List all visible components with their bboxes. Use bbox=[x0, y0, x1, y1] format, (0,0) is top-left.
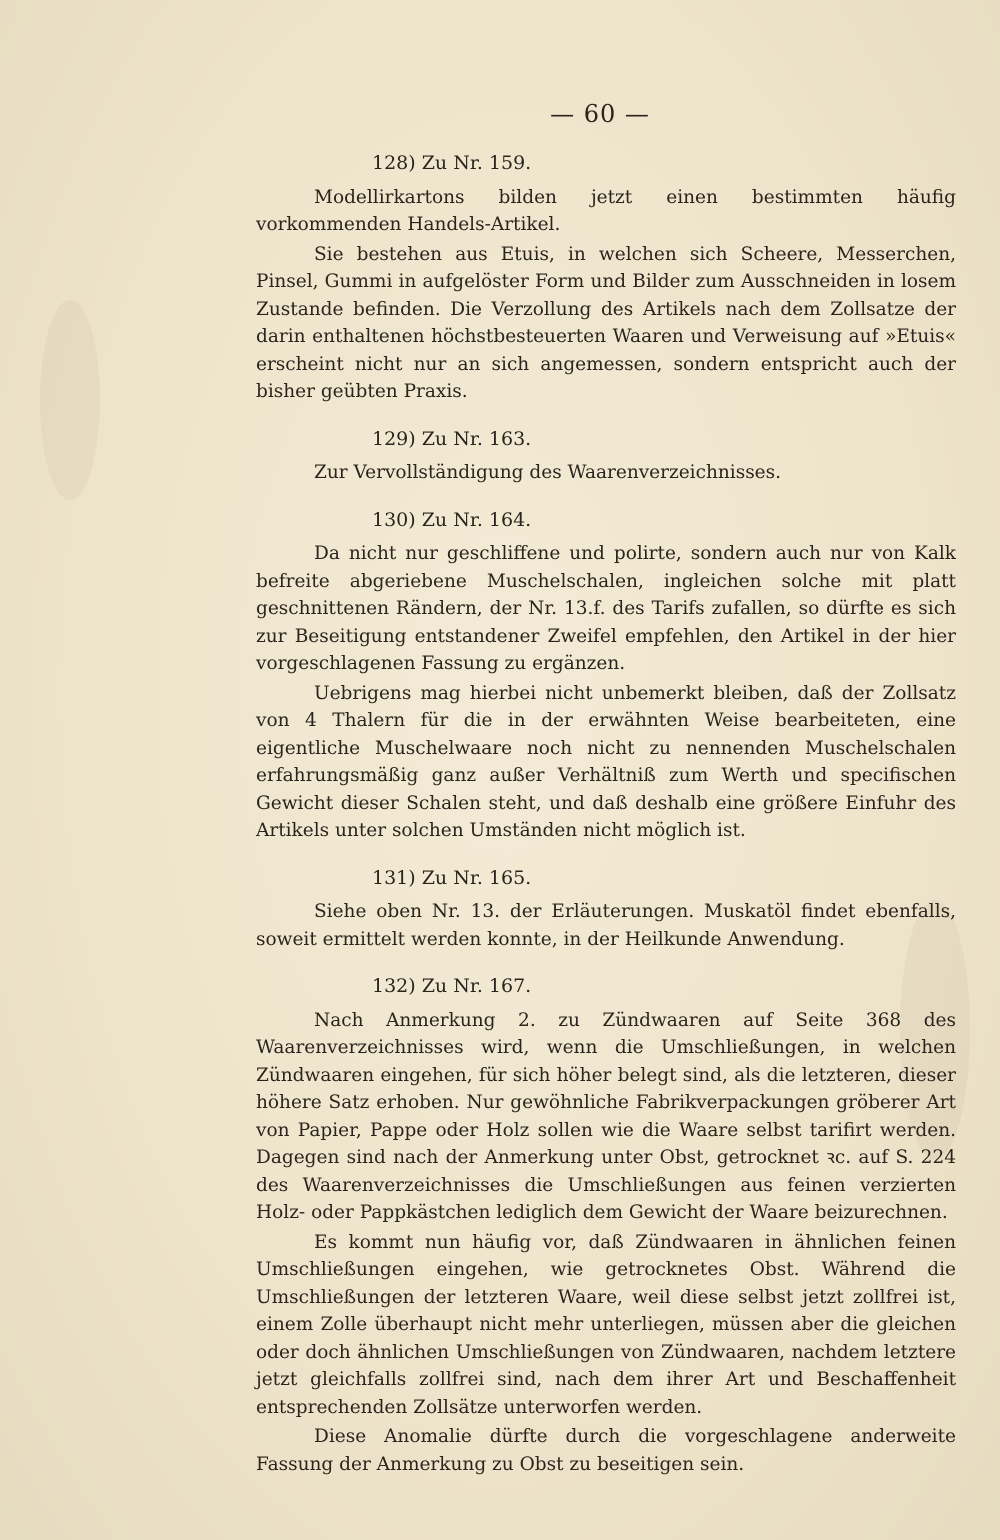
section-128 bbox=[256, 150, 956, 406]
page-body bbox=[256, 150, 956, 1496]
paragraph: Diese Anomalie dürfte durch die vorgeschlagene anderweite Fassung der Anmerkung zu Obst zu beseitigen sein. bbox=[256, 1426, 956, 1475]
section-129 bbox=[256, 426, 956, 487]
paragraph: Da nicht nur geschliffene und polirte, sondern auch nur von Kalk befreite abgeriebene Muschelschalen, ingleichen solche mit platt geschnittenen Rändern, der Nr. 13.f. des Tarifs zufallen, so dürfte es sich zur Beseitigung entstandener Zweifel empfehlen, den Artikel in der hier vorgeschlagenen Fassung zu ergänzen. bbox=[256, 543, 956, 674]
paragraph: Zur Vervollständigung des Waarenverzeichnisses. bbox=[314, 462, 782, 483]
paragraph: Modellirkartons bilden jetzt einen bestimmten häufig vorkommenden Handels-Artikel. bbox=[256, 186, 956, 235]
section-heading: 129) Zu Nr. 163. bbox=[372, 427, 532, 450]
section-131 bbox=[256, 865, 956, 954]
section-130 bbox=[256, 507, 956, 845]
paragraph: Sie bestehen aus Etuis, in welchen sich Scheere, Messerchen, Pinsel, Gummi in aufgelöster Form und Bilder zum Ausschneiden in losem Zustande befinden. Die Verzollung des Artikels nach dem Zollsatze der darin enthaltenen höchstbesteuerten Waaren und Verweisung auf »Etuis« erscheint nicht nur an sich angemessen, sondern entspricht auch der bisher geübten Praxis. bbox=[256, 243, 956, 402]
paragraph: Nach Anmerkung 2. zu Zündwaaren auf Seite 368 des Waarenverzeichnisses wird, wenn die Umschließungen, in welchen Zündwaaren eingehen, für sich höher belegt sind, als die letzteren, dieser höhere Satz erhoben. Nur gewöhnliche Fabrikverpackungen gröberer Art von Papier, Pappe oder Holz sollen wie die Waare selbst tarifirt werden. Dagegen sind nach der Anmerkung unter Obst, getrocknet ꝛc. auf S. 224 des Waarenverzeichnisses die Umschließungen aus feinen verzierten Holz- oder Pappkästchen lediglich dem Gewicht der Waare beizurechnen. bbox=[256, 1009, 956, 1223]
paragraph: Siehe oben Nr. 13. der Erläuterungen. Muskatöl findet ebenfalls, soweit ermittelt werden konnte, in der Heilkunde Anwendung. bbox=[256, 901, 956, 950]
page-number: — 60 — bbox=[550, 100, 650, 128]
paragraph: Es kommt nun häufig vor, daß Zündwaaren in ähnlichen feinen Umschließungen eingehen, wie getrocknetes Obst. Während die Umschließungen der letzteren Waare, weil diese selbst jetzt zollfrei ist, einem Zolle überhaupt nicht mehr unterliegen, müssen aber die gleichen oder doch ähnlichen Umschließungen von Zündwaaren, nachdem letztere jetzt gleichfalls zollfrei sind, nach dem ihrer Art und Beschaffenheit entsprechenden Zollsätze unterworfen werden. bbox=[256, 1231, 956, 1418]
paragraph: Uebrigens mag hierbei nicht unbemerkt bleiben, daß der Zollsatz von 4 Thalern für die in der erwähnten Weise bearbeiteten, eine eigentliche Muschelwaare noch nicht zu nennenden Muschelschalen erfahrungsmäßig ganz außer Verhältniß zum Werth und specifischen Gewicht dieser Schalen steht, und daß deshalb eine größere Einfuhr des Artikels unter solchen Umständen nicht möglich ist. bbox=[256, 682, 956, 841]
paper-stain bbox=[40, 300, 100, 500]
section-heading: 130) Zu Nr. 164. bbox=[372, 508, 532, 531]
section-132 bbox=[256, 973, 956, 1478]
section-heading: 132) Zu Nr. 167. bbox=[372, 975, 532, 997]
section-heading: 128) Zu Nr. 159. bbox=[372, 152, 532, 174]
section-heading: 131) Zu Nr. 165. bbox=[372, 866, 532, 889]
